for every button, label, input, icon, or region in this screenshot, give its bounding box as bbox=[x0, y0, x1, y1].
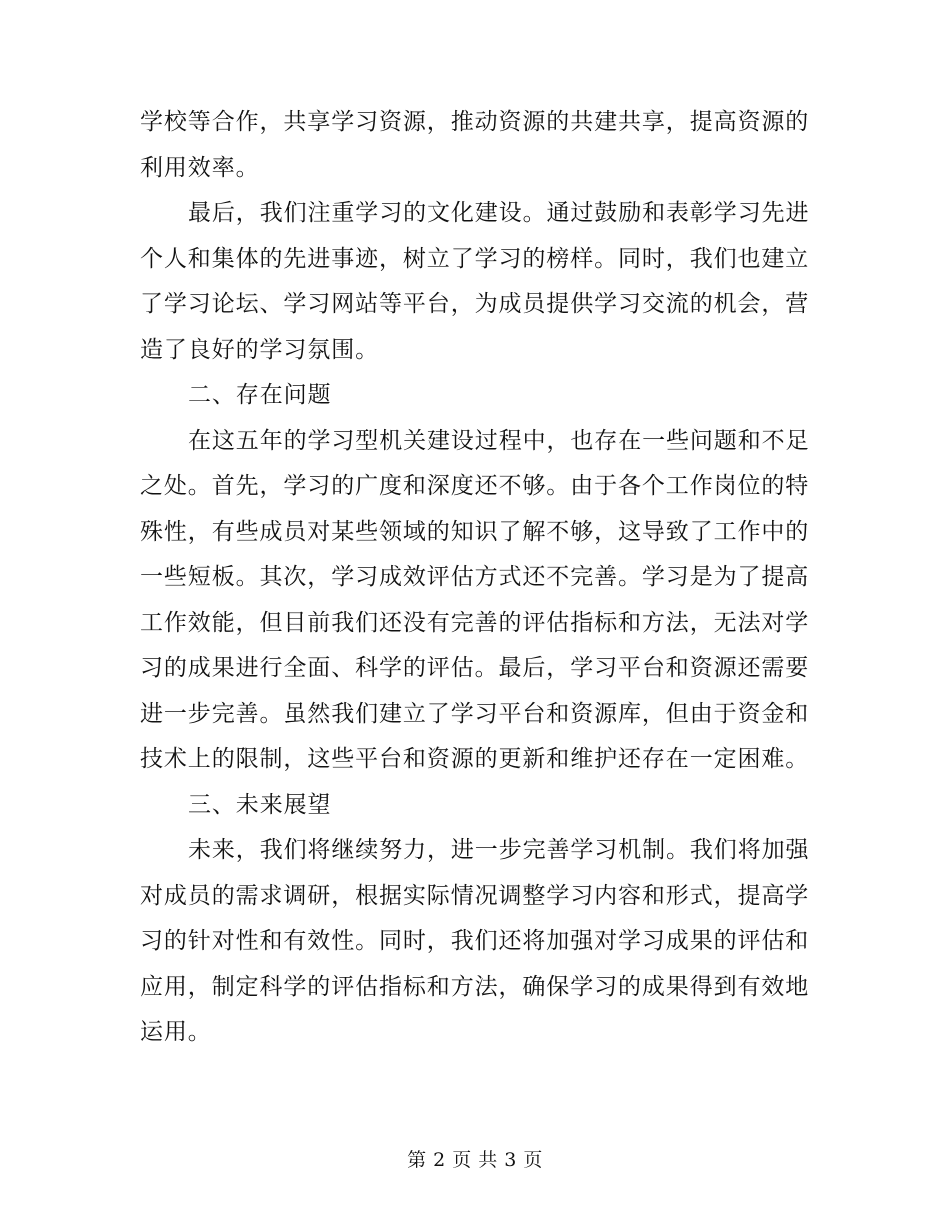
page-number-footer: 第 2 页 共 3 页 bbox=[407, 1149, 543, 1171]
text-line: 工作效能，但目前我们还没有完善的评估指标和方法，无法对学 bbox=[140, 609, 810, 636]
section-heading: 二、存在问题 bbox=[188, 382, 332, 408]
text-line: 运用。 bbox=[140, 1019, 212, 1045]
text-line: 对成员的需求调研，根据实际情况调整学习内容和形式，提高学 bbox=[140, 882, 810, 909]
text-line: 造了良好的学习氛围。 bbox=[140, 336, 379, 363]
text-line: 习的针对性和有效性。同时，我们还将加强对学习成果的评估和 bbox=[140, 928, 810, 954]
text-line: 在这五年的学习型机关建设过程中，也存在一些问题和不足 bbox=[188, 427, 810, 454]
text-line: 一些短板。其次，学习成效评估方式还不完善。学习是为了提高 bbox=[140, 564, 810, 590]
text-line: 未来，我们将继续努力，进一步完善学习机制。我们将加强 bbox=[188, 837, 810, 863]
text-line: 进一步完善。虽然我们建立了学习平台和资源库，但由于资金和 bbox=[140, 700, 810, 727]
text-line: 应用，制定科学的评估指标和方法，确保学习的成果得到有效地 bbox=[140, 973, 810, 1000]
text-line: 殊性，有些成员对某些领域的知识了解不够，这导致了工作中的 bbox=[140, 518, 810, 545]
document-body bbox=[140, 100, 810, 1056]
text-line: 最后，我们注重学习的文化建设。通过鼓励和表彰学习先进 bbox=[188, 200, 810, 226]
text-line: 利用效率。 bbox=[140, 154, 260, 181]
text-line: 技术上的限制，这些平台和资源的更新和维护还存在一定困难。 bbox=[140, 746, 810, 772]
text-line: 学校等合作，共享学习资源，推动资源的共建共享，提高资源的 bbox=[140, 109, 810, 135]
text-line: 之处。首先，学习的广度和深度还不够。由于各个工作岗位的特 bbox=[140, 473, 810, 499]
text-line: 了学习论坛、学习网站等平台，为成员提供学习交流的机会，营 bbox=[140, 291, 810, 317]
text-line: 习的成果进行全面、科学的评估。最后，学习平台和资源还需要 bbox=[140, 655, 810, 681]
section-heading: 三、未来展望 bbox=[188, 791, 332, 818]
text-line: 个人和集体的先进事迹，树立了学习的榜样。同时，我们也建立 bbox=[140, 245, 810, 272]
